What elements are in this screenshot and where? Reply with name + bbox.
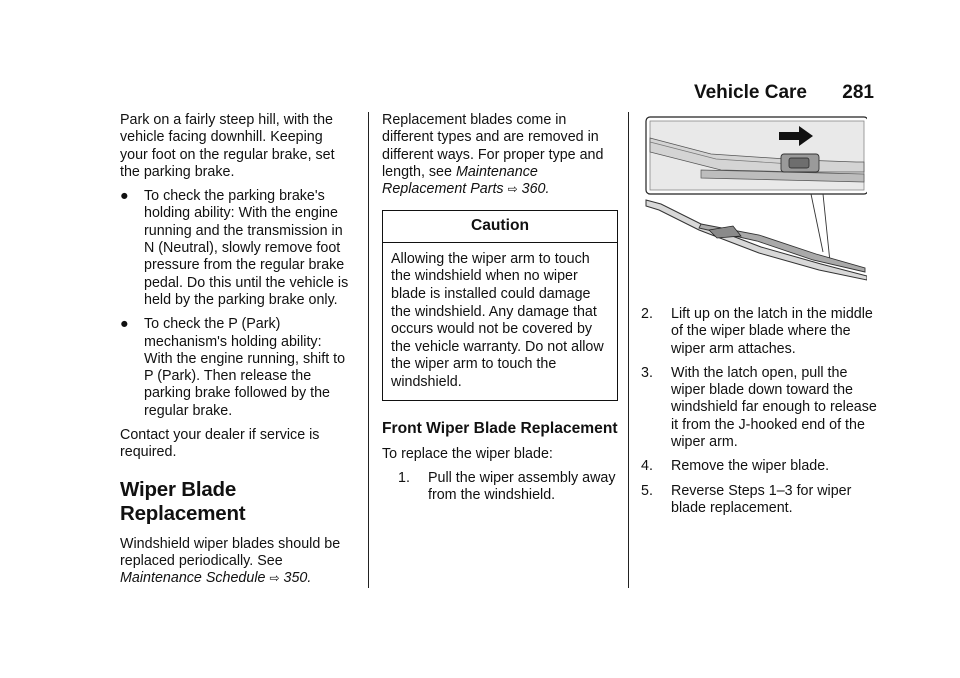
section-title: Vehicle Care	[693, 82, 808, 103]
step-number: 3.	[641, 364, 653, 381]
wiper-blade-illustration	[641, 112, 867, 282]
intro-paragraph: Park on a fairly steep hill, with the vehicle facing downhill. Keeping your foot on the regular brake, set the parking brake.	[120, 112, 335, 180]
lead-paragraph: To replace the wiper blade:	[382, 445, 553, 462]
step-item	[641, 365, 877, 451]
step-text: Lift up on the latch in the middle of the wiper blade where the wiper arm attaches.	[671, 306, 873, 357]
cross-reference-page[interactable]: 350.	[283, 570, 312, 587]
list-item	[120, 188, 354, 309]
step-number: 2.	[641, 306, 653, 322]
step-number: 1.	[398, 469, 410, 486]
step-text: With the latch open, pull the wiper blade down toward the windshield far enough to release it from the J-hooked end of the wiper arm.	[671, 364, 877, 451]
subsection-heading: Front Wiper Blade Replacement	[382, 419, 618, 437]
cross-reference-link[interactable]: Maintenance Replacement Parts	[382, 163, 538, 198]
step-text: Reverse Steps 1–3 for wiper blade replacement.	[671, 482, 852, 516]
bullet-icon: ●	[120, 188, 129, 205]
step-number: 5.	[641, 482, 653, 499]
step-item	[641, 458, 877, 475]
list-item-text: To check the P (Park) mechanism's holding ability: With the engine running, shift to P (Park). Then release the parking brake followed by the regular brake.	[144, 316, 346, 419]
bullet-icon: ●	[120, 316, 129, 333]
wiper-paragraph	[120, 536, 354, 588]
page-header	[694, 82, 874, 104]
contact-paragraph: Contact your dealer if service is required.	[120, 427, 320, 461]
check-list	[120, 188, 354, 420]
cross-reference-page[interactable]: 360.	[521, 181, 550, 198]
list-item-text: To check the parking brake's holding ability: With the engine running and the transmission in N (Neutral), slowly remove foot pressure from the regular brake pedal. Do this until the vehicle is held by the parking brake only.	[144, 188, 349, 308]
page-ref-arrow-icon: ⇨	[269, 571, 280, 586]
replacement-paragraph	[382, 112, 618, 198]
wiper-text: Windshield wiper blades should be replaced periodically. See	[120, 535, 341, 569]
step-text: Pull the wiper assembly away from the windshield.	[428, 469, 616, 504]
caution-box	[382, 210, 618, 400]
column-divider	[628, 112, 629, 588]
step-text: Remove the wiper blade.	[671, 458, 830, 475]
caution-body: Allowing the wiper arm to touch the windshield when no wiper blade is installed could damage the windshield. Any damage that occurs would not be covered by the vehicle warranty. Do not allow the wiper arm to touch the windshield.	[391, 250, 604, 390]
replacement-text: Replacement blades come in different types and are removed in different ways. For proper type and length, see	[382, 112, 604, 180]
step-item	[641, 483, 877, 518]
column-1	[120, 112, 354, 595]
step-list	[382, 470, 618, 505]
cross-reference-link[interactable]: Maintenance Schedule	[120, 570, 266, 587]
column-divider	[368, 112, 369, 588]
column-3	[641, 112, 877, 524]
step-list	[641, 306, 877, 517]
caution-title: Caution	[383, 211, 617, 242]
column-2	[382, 112, 618, 511]
section-heading: Wiper Blade Replacement	[120, 477, 246, 525]
step-item	[641, 306, 877, 358]
step-item	[398, 470, 618, 505]
page-number: 281	[842, 82, 874, 103]
list-item	[120, 316, 354, 420]
page-ref-arrow-icon: ⇨	[507, 182, 518, 197]
step-number: 4.	[641, 458, 653, 475]
